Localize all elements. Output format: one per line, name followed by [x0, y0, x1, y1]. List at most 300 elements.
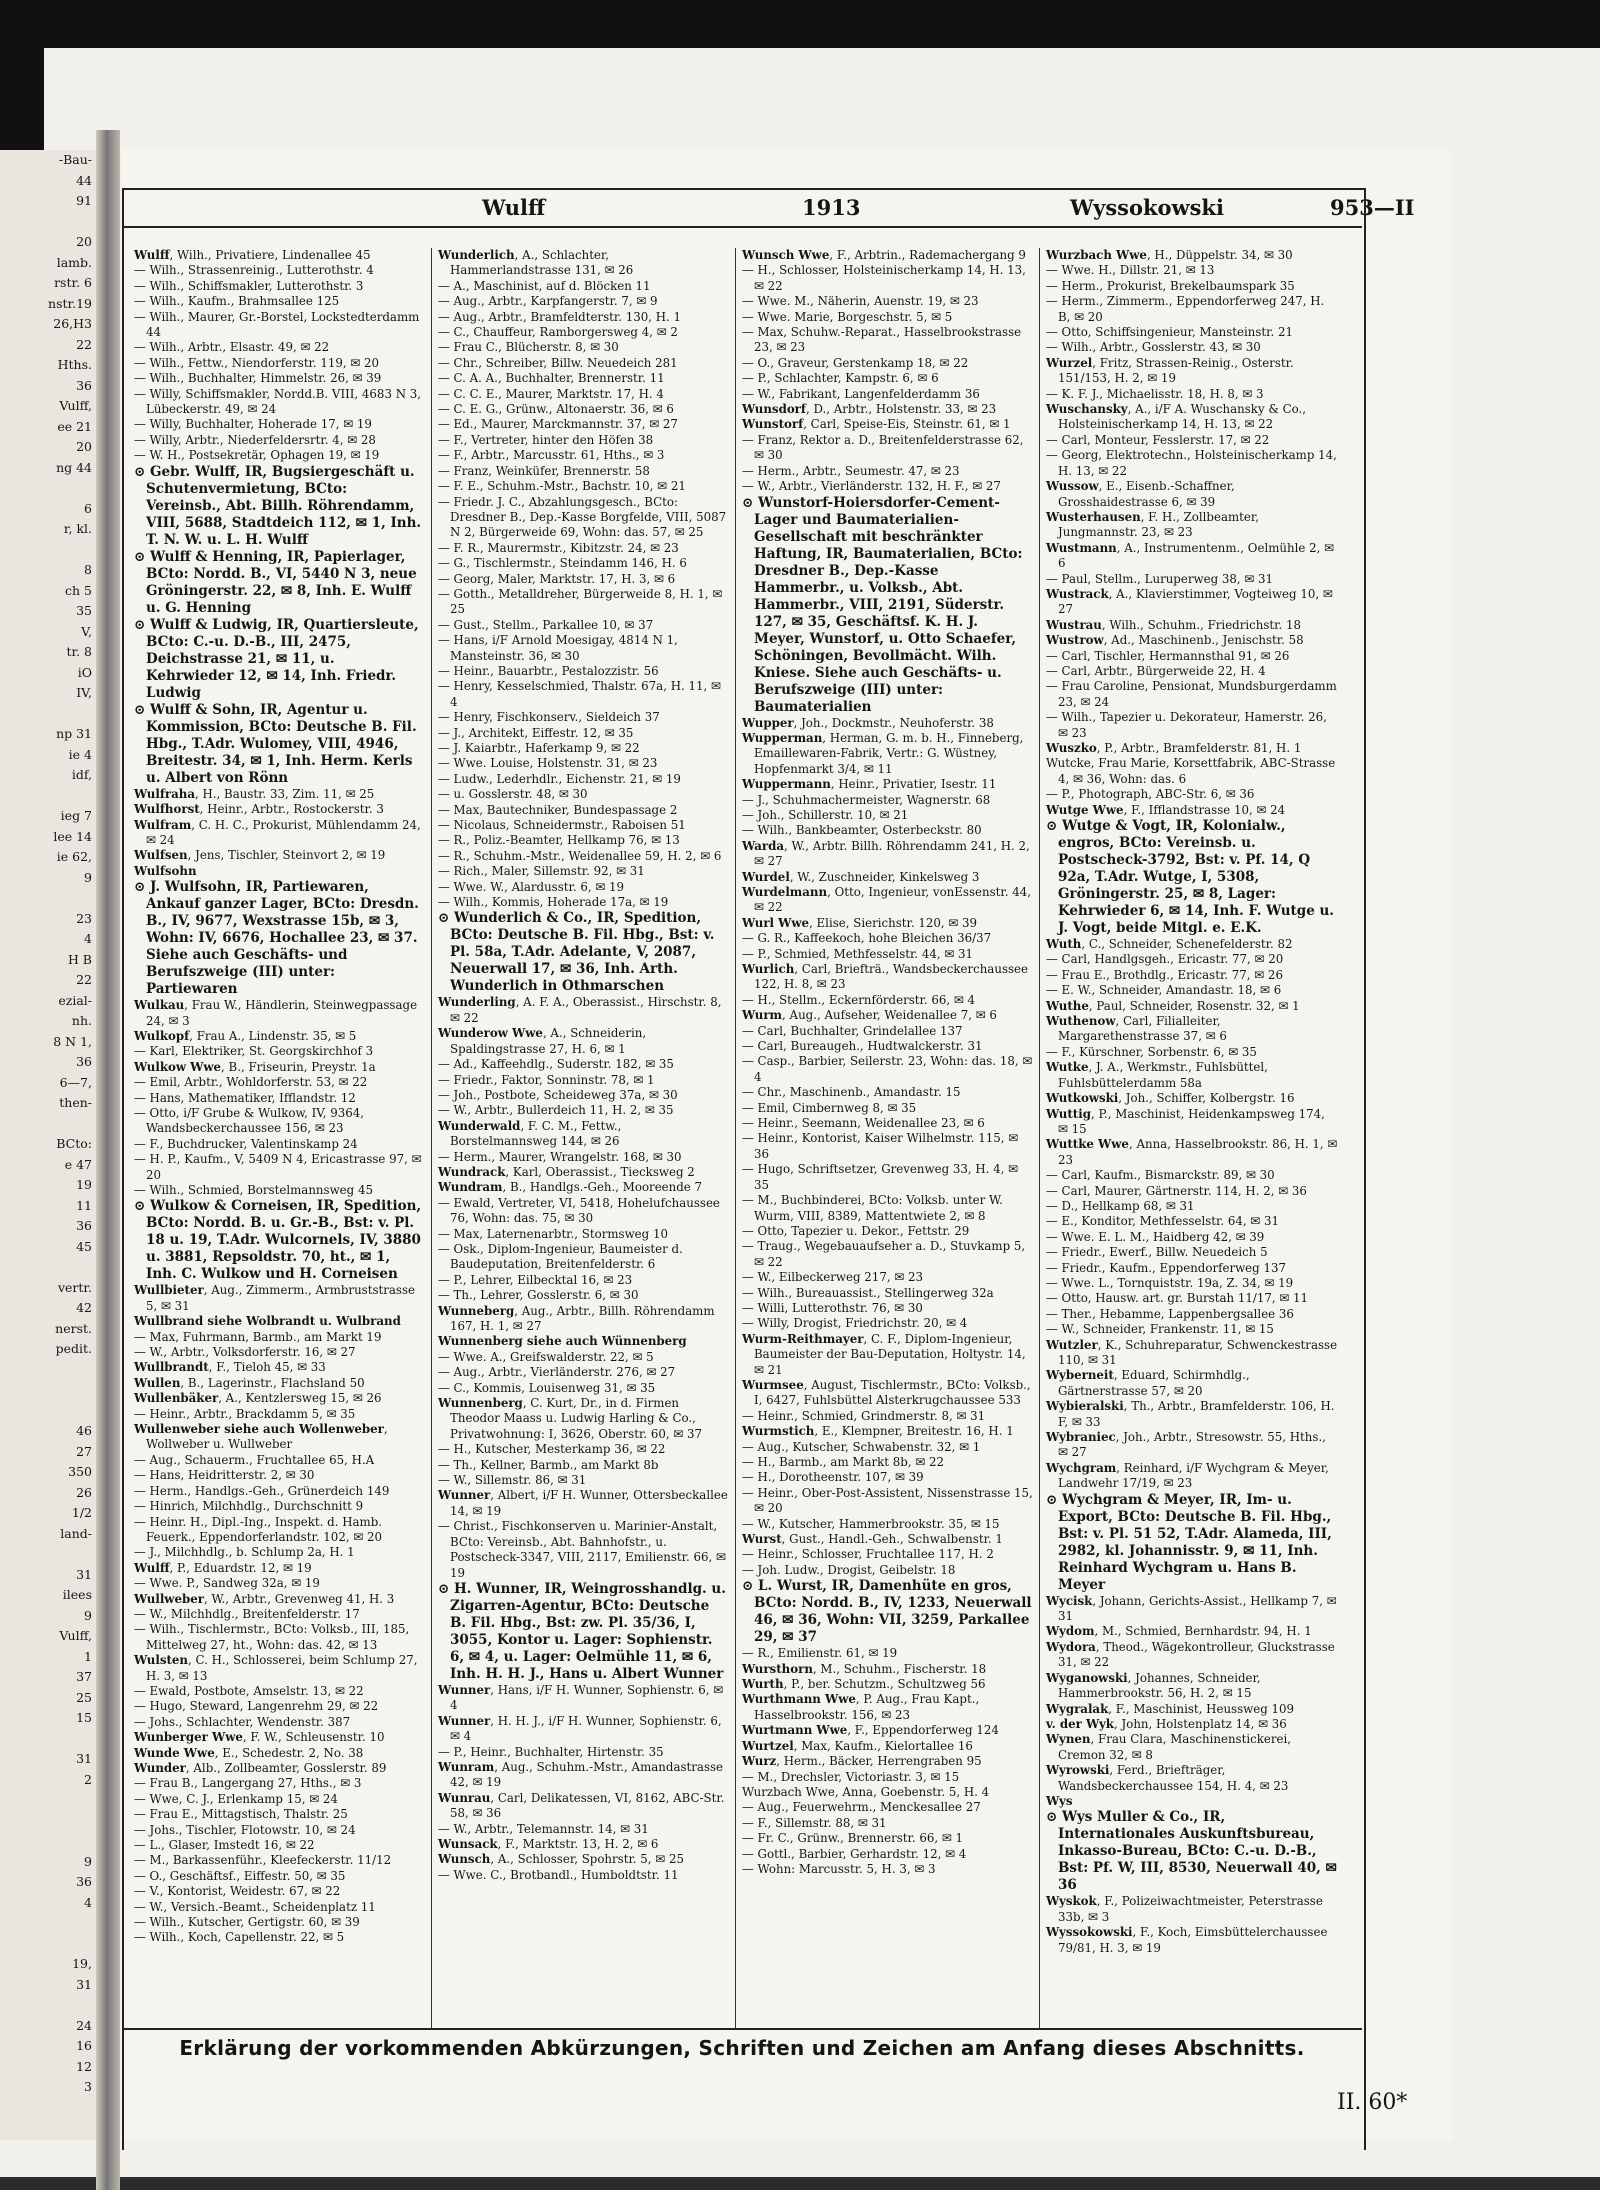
directory-entry: — Ludw., Lederhdlr., Eichenstr. 21, ✉ 19 [438, 771, 681, 786]
directory-entry: — M., Barkassenführ., Kleefeckerstr. 11/12 [134, 1853, 392, 1868]
directory-entry: Wupper, Joh., Dockmstr., Neuhoferstr. 38 [742, 715, 994, 730]
directory-entry: — Henry, Kesselschmied, Thalstr. 67a, H. 11, ✉ 4 [438, 679, 721, 709]
directory-entry: — Gotth., Metalldreher, Bürgerweide 8, H. 1, ✉ 25 [438, 586, 723, 617]
directory-entry: Wunner, Albert, i/F H. Wunner, Ottersbeckallee 14, ✉ 19 [438, 1488, 728, 1518]
directory-entry: Wunstorf, Carl, Speise-Eis, Steinstr. 61, ✉ 1 [742, 417, 1011, 432]
directory-entry: Wunneberg, Aug., Arbtr., Billh. Röhrendamm 167, H. 1, ✉ 27 [438, 1303, 715, 1333]
directory-entry: — Herm., Maurer, Wrangelstr. 168, ✉ 30 [438, 1149, 682, 1164]
left-page-line: 91 [76, 193, 92, 208]
directory-entry: Wulkow Wwe, B., Friseurin, Preystr. 1a [134, 1059, 376, 1074]
directory-entry: Wundram, B., Handlgs.-Geh., Mooreende 7 [438, 1180, 703, 1195]
directory-entry: Wunsch Wwe, F., Arbtrin., Rademachergang 9 [742, 248, 1026, 262]
directory-entry: — Aug., Schauerm., Fruchtallee 65, H.A [134, 1452, 375, 1467]
directory-entry: Wulff, P., Eduardstr. 12, ✉ 19 [134, 1560, 312, 1575]
left-page-line: 22 [76, 972, 92, 987]
directory-entry: — Franz, Weinküfer, Brennerstr. 58 [438, 463, 650, 478]
directory-entry: Wuschansky, A., i/F A. Wuschansky & Co., Holsteinischerkamp 14, H. 13, ✉ 22 [1046, 402, 1307, 432]
directory-entry: Wyssokowski, F., Koch, Eimsbüttelerchaussee 79/81, H. 3, ✉ 19 [1046, 1925, 1328, 1955]
directory-entry: — Carl, Maurer, Gärtnerstr. 114, H. 2, ✉ 36 [1046, 1183, 1307, 1198]
left-page-line: 35 [76, 603, 92, 618]
directory-entry: — Hugo, Schriftsetzer, Grevenweg 33, H. 4, ✉ 35 [742, 1162, 1019, 1192]
directory-entry: — L., Glaser, Imstedt 16, ✉ 22 [134, 1838, 315, 1853]
directory-entry: Wynen, Frau Clara, Maschinenstickerei, Cremon 32, ✉ 8 [1046, 1732, 1291, 1762]
left-page-line: 350 [68, 1464, 92, 1479]
directory-entry: Wurlich, Carl, Briefträ., Wandsbeckerchaussee 122, H. 8, ✉ 23 [742, 962, 1029, 992]
directory-entry: — Frau Caroline, Pensionat, Mundsburgerdamm 23, ✉ 24 [1046, 679, 1337, 709]
directory-entry: Wurzel, Fritz, Strassen-Reinig., Osterstr. 151/153, H. 2, ✉ 19 [1046, 355, 1294, 386]
directory-entry: ⊙ Wulkow & Corneisen, IR, Spedition, BCto: Nordd. B. u. Gr.-B., Bst: v. Pl. 18 u. 19, T.Adr. Wulcornels, IV, 3880 u. 3881, Repsoldstr. 70, ht., ✉ 1, Inh. C. Wulkow und H. Corneisen [134, 1198, 422, 1283]
directory-entry: — Osk., Diplom-Ingenieur, Baumeister d. Baudeputation, Breitenfelderstr. 6 [438, 1241, 683, 1272]
directory-entry: — Wilh., Arbtr., Gosslerstr. 43, ✉ 30 [1046, 340, 1261, 355]
left-page-line: 9 [84, 869, 92, 885]
left-page-line: 19 [76, 1177, 92, 1192]
left-page-line [0, 1831, 100, 1852]
directory-entry: — Ad., Kaffeehdlg., Suderstr. 182, ✉ 35 [438, 1057, 674, 1072]
directory-entry: — Friedr., Ewerf., Billw. Neuedeich 5 [1046, 1245, 1268, 1260]
directory-entry: — Gottl., Barbier, Gerhardstr. 12, ✉ 4 [742, 1846, 967, 1861]
directory-entry: Wullenbäker, A., Kentzlersweg 15, ✉ 26 [134, 1391, 382, 1406]
directory-entry: Wunderling, A. F. A., Oberassist., Hirschstr. 8, ✉ 22 [438, 995, 722, 1025]
directory-entry: Wuthenow, Carl, Filialleiter, Margarethenstrasse 37, ✉ 6 [1046, 1014, 1227, 1044]
directory-entry: Wurst, Gust., Handl.-Geh., Schwalbenstr. 1 [742, 1532, 1003, 1547]
left-page-line: 22 [76, 336, 92, 352]
left-page-line [0, 1257, 100, 1278]
directory-entry: — Wilh., Koch, Capellenstr. 22, ✉ 5 [134, 1930, 345, 1945]
directory-entry: — Max, Bautechniker, Bundespassage 2 [438, 802, 678, 817]
directory-entry: — Paul, Stellm., Luruperweg 38, ✉ 31 [1046, 571, 1274, 586]
directory-entry: — Hinrich, Milchhdlg., Durchschnitt 9 [134, 1499, 364, 1514]
directory-entry: Wunder, Alb., Zollbeamter, Gosslerstr. 89 [134, 1761, 387, 1775]
left-page-line: ilees [62, 1587, 92, 1602]
directory-entry: — Emil, Cimbernweg 8, ✉ 35 [742, 1100, 917, 1115]
directory-entry: Wustrack, A., Klavierstimmer, Vogteiweg 10, ✉ 27 [1046, 586, 1333, 617]
header-page-number: 953—II [1330, 195, 1415, 220]
left-page-line: IV, [76, 685, 92, 700]
directory-entry: — F., Arbtr., Marcusstr. 61, Hths., ✉ 3 [438, 448, 665, 463]
directory-entry: Wydora, Theod., Wägekontrolleur, Gluckstrasse 31, ✉ 22 [1046, 1639, 1335, 1670]
directory-entry: Wyberneit, Eduard, Schirmhdlg., Gärtnerstrasse 57, ✉ 20 [1046, 1368, 1250, 1398]
directory-entry: — Hugo, Steward, Langenrehm 29, ✉ 22 [134, 1699, 379, 1714]
left-page-line [0, 1360, 100, 1381]
directory-entry: — Fr. C., Grünw., Brennerstr. 66, ✉ 1 [742, 1831, 964, 1846]
directory-entry: Wullweber, W., Arbtr., Grevenweg 41, H. 3 [134, 1591, 395, 1606]
directory-entry: — F., Buchdrucker, Valentinskamp 24 [134, 1136, 358, 1151]
left-page-line: ng 44 [56, 459, 92, 475]
left-page-line [0, 1544, 100, 1565]
directory-entry: — Heinr., Arbtr., Brackdamm 5, ✉ 35 [134, 1406, 356, 1421]
directory-entry: Wuth, C., Schneider, Schenefelderstr. 82 [1046, 937, 1293, 952]
left-page-line: ch 5 [65, 582, 92, 598]
directory-entry: — C. C. E., Maurer, Marktstr. 17, H. 4 [438, 386, 664, 401]
left-page-line: nh. [71, 1013, 92, 1028]
directory-entry: Wunner, Hans, i/F H. Wunner, Sophienstr. 6, ✉ 4 [438, 1682, 724, 1713]
directory-entry: ⊙ L. Wurst, IR, Damenhüte en gros, BCto: Nordd. B., IV, 1233, Neuerwall 46, ✉ 36, Wohn: VII, 3259, Parkallee 29, ✉ 37 [742, 1578, 1032, 1646]
directory-entry: — Heinr., Schlosser, Fruchtallee 117, H. 2 [742, 1547, 994, 1562]
directory-entry: Wustmann, A., Instrumentenm., Oelmühle 2, ✉ 6 [1046, 540, 1334, 571]
directory-entry: — Heinr., Ober-Post-Assistent, Nissenstrasse 15, ✉ 20 [742, 1485, 1033, 1516]
directory-entry: ⊙ Wunderlich & Co., IR, Spedition, BCto: Deutsche B. Fil. Hbg., Bst: v. Pl. 58a, T.Adr. Adelante, V, 2087, Neuerwall 17, ✉ 36, Inh. Arth. Wunderlich in Othmarschen [438, 910, 715, 995]
left-page-line: e 47 [64, 1156, 92, 1172]
left-page-line: 36 [76, 1874, 92, 1889]
left-page-line: pedit. [55, 1341, 92, 1356]
left-page-line: nerst. [55, 1320, 92, 1336]
left-page-line [0, 478, 100, 499]
directory-entry: — H., Kutscher, Mesterkamp 36, ✉ 22 [438, 1442, 666, 1457]
directory-entry: — W., Milchhdlg., Breitenfelderstr. 17 [134, 1606, 360, 1621]
directory-entry: Wygralak, F., Maschinist, Heussweg 109 [1046, 1701, 1295, 1716]
directory-entry: Wydom, M., Schmied, Bernhardstr. 94, H. 1 [1046, 1624, 1312, 1639]
left-page-line: tr. 8 [66, 644, 92, 659]
left-page-line: 25 [76, 1689, 92, 1705]
left-page-line: 19, [72, 1956, 92, 1971]
directory-entry: — C. E. G., Grünw., Altonaerstr. 36, ✉ 6 [438, 402, 674, 417]
directory-entry: — Wwe. Louise, Holstenstr. 31, ✉ 23 [438, 756, 658, 771]
directory-entry: — W., Versich.-Beamt., Scheidenplatz 11 [134, 1899, 376, 1914]
left-page-line: then- [59, 1095, 92, 1110]
left-page-line: rstr. 6 [54, 275, 92, 290]
left-page-line: 36 [76, 377, 92, 393]
left-page-line [0, 786, 100, 807]
directory-entry: — Friedr., Kaufm., Eppendorferweg 137 [1046, 1260, 1286, 1275]
directory-entry: Wurzbach Wwe, H., Düppelstr. 34, ✉ 30 [1046, 248, 1293, 262]
directory-entry: — Wwe. H., Dillstr. 21, ✉ 13 [1046, 263, 1215, 278]
directory-entry: — Carl, Buchhalter, Grindelallee 137 [742, 1023, 963, 1038]
directory-entry: Wupperman, Herman, G. m. b. H., Finneberg, Emaillewaren-Fabrik, Vertr.: G. Wüstney, Hopfenmarkt 3/4, ✉ 11 [742, 730, 1024, 776]
directory-entry: — Wwe. A., Greifswalderstr. 22, ✉ 5 [438, 1349, 654, 1364]
directory-entry: — V., Kontorist, Weidestr. 67, ✉ 22 [134, 1884, 341, 1899]
directory-entry: Wurdel, W., Zuschneider, Kinkelsweg 3 [742, 869, 980, 884]
left-page-line: 44 [76, 172, 92, 188]
directory-entry: — Aug., Feuerwehrm., Menckesallee 27 [742, 1800, 981, 1815]
directory-entry: Wulsten, C. H., Schlosserei, beim Schlump 27, H. 3, ✉ 13 [134, 1653, 418, 1683]
directory-entry: — Carl, Bureaugeh., Hudtwalckerstr. 31 [742, 1039, 983, 1054]
directory-entry: Wunde Wwe, E., Schedestr. 2, No. 38 [134, 1745, 364, 1760]
directory-entry: — A., Maschinist, auf d. Blöcken 11 [438, 278, 651, 293]
directory-entry: — Th., Kellner, Barmb., am Markt 8b [438, 1457, 659, 1472]
left-page-line [0, 1114, 100, 1135]
directory-entry: Wurth, P., ber. Schutzm., Schultzweg 56 [742, 1677, 986, 1692]
directory-entry: ⊙ Wys Muller & Co., IR, Internationales Auskunftsbureau, Inkasso-Bureau, BCto: C.-u. D.-B., Bst: Pf. W, III, 8530, Neuerwall 40, ✉ 36 [1046, 1809, 1337, 1894]
directory-entry: — Wwe. Marie, Borgeschstr. 5, ✉ 5 [742, 309, 953, 324]
directory-entry: — Herm., Arbtr., Seumestr. 47, ✉ 23 [742, 463, 960, 478]
left-page-line: 9 [84, 1853, 92, 1869]
directory-entry: — Karl, Elektriker, St. Georgskirchhof 3 [134, 1044, 374, 1059]
left-page-line: ezial- [58, 992, 92, 1008]
column-4 [1040, 248, 1344, 2028]
directory-entry: — Otto, Tapezier u. Dekor., Fettstr. 29 [742, 1223, 970, 1238]
directory-entry: Wurm, Aug., Aufseher, Weidenallee 7, ✉ 6 [742, 1008, 997, 1023]
page-signature: II. 60* [1337, 2090, 1408, 2115]
left-page-line: 31 [76, 1976, 92, 1992]
left-page-line [0, 1913, 100, 1934]
entry-columns [128, 248, 1358, 2028]
left-page-line: 27 [76, 1443, 92, 1459]
directory-entry: Wurmstich, E., Klempner, Breitestr. 16, H. 1 [742, 1424, 1014, 1439]
directory-entry: — Frau B., Langergang 27, Hths., ✉ 3 [134, 1776, 362, 1791]
directory-entry: — Wilh., Kaufm., Brahmsallee 125 [134, 294, 340, 309]
directory-entry: — W., Arbtr., Volksdorferstr. 16, ✉ 27 [134, 1345, 356, 1360]
left-page-line: 16 [76, 2038, 92, 2053]
directory-entry: Wulkau, Frau W., Händlerin, Steinwegpassage 24, ✉ 3 [134, 998, 418, 1028]
directory-entry: — Chr., Maschinenb., Amandastr. 15 [742, 1085, 961, 1100]
directory-entry: — Carl, Arbtr., Bürgerweide 22, H. 4 [1046, 663, 1266, 678]
directory-entry: — Frau E., Mittagstisch, Thalstr. 25 [134, 1807, 348, 1822]
left-page-line [0, 1790, 100, 1811]
directory-entry: — Wwe. L., Tornquiststr. 19a, Z. 34, ✉ 19 [1046, 1275, 1294, 1290]
directory-entry: Wycisk, Johann, Gerichts-Assist., Hellkamp 7, ✉ 31 [1046, 1593, 1337, 1624]
directory-entry: — J., Architekt, Eiffestr. 12, ✉ 35 [438, 725, 634, 740]
left-page-fragment [0, 150, 100, 2140]
directory-entry: Wunnenberg, C. Kurt, Dr., in d. Firmen Theodor Maass u. Ludwig Harling & Co., Privatwohnung: I, 3626, Oberstr. 60, ✉ 37 [438, 1396, 702, 1441]
directory-entry: — Frau E., Brothdlg., Ericastr. 77, ✉ 26 [1046, 967, 1283, 982]
directory-entry: — G., Tischlermstr., Steindamm 146, H. 6 [438, 556, 687, 571]
left-page-line [0, 1729, 100, 1750]
directory-entry: — P., Heinr., Buchhalter, Hirtenstr. 35 [438, 1744, 664, 1759]
left-page-line: ieg 7 [60, 808, 92, 823]
left-page-line: 12 [76, 2058, 92, 2074]
directory-entry: — Wilh., Bureauassist., Stellingerweg 32a [742, 1285, 994, 1300]
directory-entry: — W., Sillemstr. 86, ✉ 31 [438, 1473, 587, 1488]
directory-entry: — Hans, Heidritterstr. 2, ✉ 30 [134, 1468, 315, 1483]
directory-entry: — Wwe. C., Brotbandl., Humboldtstr. 11 [438, 1867, 679, 1882]
scan-top-edge [0, 0, 1600, 48]
left-page-line: Hths. [57, 357, 92, 372]
directory-entry: — Wohn: Marcusstr. 5, H. 3, ✉ 3 [742, 1861, 936, 1876]
directory-entry: — J., Schuhmachermeister, Wagnerstr. 68 [742, 792, 991, 807]
left-page-line: ee 21 [57, 418, 92, 434]
left-page-line: 8 [84, 562, 92, 577]
directory-entry: — Christ., Fischkonserven u. Marinier-Anstalt, BCto: Vereinsb., Abt. Bahnhofstr., u. Postscheck-3347, VIII, 2117, Emilienstr. 66, ✉ 19 [438, 1519, 726, 1580]
left-page-line: np 31 [56, 726, 92, 741]
directory-entry: — W., Arbtr., Telemannstr. 14, ✉ 31 [438, 1821, 649, 1836]
left-page-line: lee 14 [53, 828, 92, 844]
directory-entry: — E., Konditor, Methfesselstr. 64, ✉ 31 [1046, 1214, 1280, 1229]
directory-entry: — Otto, Hausw. art. gr. Burstah 11/17, ✉ 11 [1046, 1291, 1309, 1306]
directory-entry: — F. R., Maurermstr., Kibitzstr. 24, ✉ 23 [438, 540, 679, 555]
directory-entry: — W., Arbtr., Vierländerstr. 132, H. F., ✉ 27 [742, 479, 1001, 494]
directory-entry: Wurmsee, August, Tischlermstr., BCto: Volksb., I, 6427, Fuhlsbüttel Alsterkrugchaussee 533 [742, 1377, 1031, 1408]
directory-entry: — Wilh., Buchhalter, Himmelstr. 26, ✉ 39 [134, 371, 382, 386]
left-page-line: 24 [76, 2017, 92, 2033]
left-page-line [0, 704, 100, 725]
left-page-line: Vulff, [59, 398, 92, 413]
header-first-entry: Wulff [482, 195, 546, 220]
directory-entry: Wuthe, Paul, Schneider, Rosenstr. 32, ✉ 1 [1046, 998, 1300, 1013]
left-page-line: lamb. [56, 254, 92, 270]
left-page-line: Vulff, [59, 1628, 92, 1643]
left-page-line: 11 [76, 1197, 92, 1213]
directory-entry: — Carl, Monteur, Fesslerstr. 17, ✉ 22 [1046, 432, 1270, 447]
directory-entry: Wyskok, F., Polizeiwachtmeister, Peterstrasse 33b, ✉ 3 [1046, 1894, 1323, 1924]
directory-entry: Wutke, J. A., Werkmstr., Fuhlsbüttel, Fuhlsbüttelerdamm 58a [1046, 1060, 1268, 1090]
directory-entry: — Wwe. P., Sandweg 32a, ✉ 19 [134, 1576, 320, 1591]
directory-entry: Wurz, Herm., Bäcker, Herrengraben 95 [742, 1754, 982, 1769]
directory-entry: — Franz, Rektor a. D., Breitenfelderstrasse 62, ✉ 30 [742, 432, 1024, 463]
directory-entry: — Georg, Maler, Marktstr. 17, H. 3, ✉ 6 [438, 571, 676, 586]
directory-entry: Wusterhausen, F. H., Zollbeamter, Jungmannstr. 23, ✉ 23 [1046, 509, 1259, 540]
left-page-line: 46 [76, 1423, 92, 1438]
directory-entry: — Ewald, Vertreter, VI, 5418, Hohelufchaussee 76, Wohn: das. 75, ✉ 30 [438, 1195, 720, 1226]
directory-entry: Wulfraha, H., Baustr. 33, Zim. 11, ✉ 25 [134, 786, 375, 801]
directory-entry: — Aug., Arbtr., Vierländerstr. 276, ✉ 27 [438, 1365, 676, 1380]
directory-entry: — Traug., Wegebauaufseher a. D., Stuvkamp 5, ✉ 22 [742, 1239, 1026, 1269]
directory-entry: — C., Chauffeur, Ramborgersweg 4, ✉ 2 [438, 325, 678, 340]
left-page-line: 3 [84, 2079, 92, 2094]
directory-entry: — Max, Schuhw.-Reparat., Hasselbrookstrasse 23, ✉ 23 [742, 325, 1022, 355]
directory-entry: — Henry, Fischkonserv., Sieldeich 37 [438, 710, 660, 725]
directory-entry: — F., Kürschner, Sorbenstr. 6, ✉ 35 [1046, 1044, 1257, 1059]
directory-entry: Wutkowski, Joh., Schiffer, Kolbergstr. 16 [1046, 1091, 1295, 1106]
directory-entry: Wychgram, Reinhard, i/F Wychgram & Meyer, Landwehr 17/19, ✉ 23 [1046, 1460, 1329, 1491]
directory-entry: — Wilh., Schiffsmakler, Lutterothstr. 3 [134, 278, 364, 293]
directory-entry: — Wilh., Kutscher, Gertigstr. 60, ✉ 39 [134, 1915, 360, 1930]
directory-entry: — W., Fabrikant, Langenfelderdamm 36 [742, 386, 980, 401]
directory-entry: — Johs., Tischler, Flotowstr. 10, ✉ 24 [134, 1822, 356, 1837]
directory-entry: — Wilh., Maurer, Gr.-Borstel, Lockstedterdamm 44 [134, 309, 420, 340]
left-page-line [0, 1380, 100, 1401]
directory-entry: — H. P., Kaufm., V, 5409 N 4, Ericastrasse 97, ✉ 20 [134, 1152, 422, 1182]
directory-entry: ⊙ Wulff & Henning, IR, Papierlager, BCto: Nordd. B., VI, 5440 N 3, neue Gröningerstr. 22, ✉ 8, Inh. E. Wulff u. G. Henning [134, 548, 417, 616]
directory-entry: Wurtzel, Max, Kaufm., Kielortallee 16 [742, 1738, 973, 1753]
left-page-line: -Bau- [58, 152, 92, 167]
directory-entry: — P., Schmied, Methfesselstr. 44, ✉ 31 [742, 946, 974, 961]
directory-entry: — Joh. Ludw., Drogist, Geibelstr. 18 [742, 1562, 956, 1577]
directory-entry: Wuttig, P., Maschinist, Heidenkampsweg 174, ✉ 15 [1046, 1106, 1325, 1136]
left-page-line: 4 [84, 931, 92, 946]
left-page-line: 36 [76, 1218, 92, 1233]
directory-entry: — Carl, Handlgsgeh., Ericastr. 77, ✉ 20 [1046, 952, 1284, 967]
footer-note: Erklärung der vorkommenden Abkürzungen, Schriften und Zeichen am Anfang dieses Abschnitts. [179, 2036, 1305, 2060]
directory-entry: Wundrack, Karl, Oberassist., Tiecksweg 2 [438, 1164, 695, 1179]
directory-entry: — Heinr., Seemann, Weidenallee 23, ✉ 6 [742, 1116, 985, 1131]
column-1 [128, 248, 432, 2028]
directory-entry: — F. E., Schuhm.-Mstr., Bachstr. 10, ✉ 21 [438, 479, 686, 494]
directory-entry: — R., Schuhm.-Mstr., Weidenallee 59, H. 2, ✉ 6 [438, 848, 722, 863]
directory-entry: Wunderwald, F. C. M., Fettw., Borstelmannsweg 144, ✉ 26 [438, 1118, 622, 1149]
left-page-line: 8 N 1, [53, 1033, 92, 1049]
left-page-line: ie 4 [68, 746, 92, 762]
directory-entry: Wutge Wwe, F., Ifflandstrasse 10, ✉ 24 [1046, 802, 1286, 817]
left-page-line: 37 [76, 1669, 92, 1684]
directory-entry: — Carl, Tischler, Hermannsthal 91, ✉ 26 [1046, 648, 1290, 663]
directory-entry: — W., Eilbeckerweg 217, ✉ 23 [742, 1270, 923, 1285]
left-page-line: 42 [76, 1300, 92, 1315]
left-page-line: iO [77, 664, 92, 680]
left-page-line: r, kl. [63, 521, 92, 536]
directory-entry: Wurthmann Wwe, P. Aug., Frau Kapt., Hasselbrookstr. 156, ✉ 23 [742, 1692, 980, 1722]
directory-entry: — P., Lehrer, Eilbecktal 16, ✉ 23 [438, 1272, 633, 1287]
directory-entry: — Wilh., Bankbeamter, Osterbeckstr. 80 [742, 823, 982, 838]
directory-entry: Wuszko, P., Arbtr., Bramfelderstr. 81, H. 1 [1046, 741, 1302, 755]
directory-entry: — Willy, Arbtr., Niederfeldersrtr. 4, ✉ 28 [134, 432, 376, 447]
directory-entry: — Willi, Lutterothstr. 76, ✉ 30 [742, 1300, 923, 1315]
directory-entry: — Heinr. H., Dipl.-Ing., Inspekt. d. Hamb. Feuerk., Eppendorferlandstr. 102, ✉ 20 [134, 1514, 383, 1544]
directory-entry: — Ed., Maurer, Marckmannstr. 37, ✉ 27 [438, 417, 678, 432]
directory-entry: — J. Kaiarbtr., Haferkamp 9, ✉ 22 [438, 741, 640, 755]
directory-entry: — W., Kutscher, Hammerbrookstr. 35, ✉ 15 [742, 1516, 1000, 1531]
directory-entry: — Herm., Handlgs.-Geh., Grünerdeich 149 [134, 1483, 390, 1498]
directory-entry: Wunsch, A., Schlosser, Spohrstr. 5, ✉ 25 [438, 1852, 684, 1867]
left-page-line: 4 [84, 1894, 92, 1910]
directory-entry: ⊙ Wutge & Vogt, IR, Kolonialw., engros, BCto: Vereinsb. u. Postscheck-3792, Bst: v. Pf. 14, Q 92a, T.Adr. Wutge, I, 5308, Gröningerstr. 25, ✉ 8, Lager: Kehrwieder 6, ✉ 14, Inh. F. Wutge u. J. Vogt, beide Mitgl. e. E.K. [1046, 818, 1335, 937]
directory-entry: — Nicolaus, Schneidermstr., Raboisen 51 [438, 818, 686, 833]
left-page-line: 31 [76, 1751, 92, 1766]
directory-entry: — H., Dorotheenstr. 107, ✉ 39 [742, 1470, 924, 1485]
directory-entry: — M., Drechsler, Victoriastr. 3, ✉ 15 [742, 1769, 960, 1784]
directory-entry: Wulfsen, Jens, Tischler, Steinvort 2, ✉ 19 [134, 848, 386, 863]
directory-entry: — Wilh., Schmied, Borstelmannsweg 45 [134, 1183, 373, 1197]
directory-entry: Wullen, B., Lagerinstr., Flachsland 50 [134, 1375, 365, 1390]
directory-entry: — D., Hellkamp 68, ✉ 31 [1046, 1198, 1195, 1213]
left-page-line [0, 888, 100, 909]
directory-entry: Wustrau, Wilh., Schuhm., Friedrichstr. 18 [1046, 617, 1301, 632]
directory-entry: — Wwe, C. J., Erlenkamp 15, ✉ 24 [134, 1791, 338, 1806]
directory-entry: ⊙ H. Wunner, IR, Weingrosshandlg. u. Zigarren-Agentur, BCto: Deutsche B. Fil. Hbg., Bst: zw. Pl. 35/36, I, 3055, Kontor u. Lager: Sophienstr. 6, ✉ 4, u. Lager: Oelmühle 11, ✉ 6, Inh. H. H. J., Hans u. Albert Wunner [438, 1580, 726, 1682]
directory-entry: ⊙ Wulff & Sohn, IR, Agentur u. Kommission, BCto: Deutsche B. Fil. Hbg., T.Adr. Wulomey, VIII, 4946, Breitestr. 34, ✉ 1, Inh. Herm. Kerls u. Albert von Rönn [134, 701, 417, 786]
directory-entry: Wuttke Wwe, Anna, Hasselbrookstr. 86, H. 1, ✉ 23 [1046, 1137, 1338, 1167]
directory-entry: Wybieralski, Th., Arbtr., Bramfelderstr. 106, H. F, ✉ 33 [1046, 1399, 1335, 1429]
directory-entry: Wulff, Wilh., Privatiere, Lindenallee 45 [134, 248, 371, 262]
directory-entry: Wussow, E., Eisenb.-Schaffner, Grosshaidestrasse 6, ✉ 39 [1046, 479, 1235, 509]
left-page-line: ie 62, [56, 849, 92, 864]
left-page-line: 9 [84, 1607, 92, 1623]
directory-entry: — H., Stellm., Eckernförderstr. 66, ✉ 4 [742, 992, 976, 1007]
directory-entry: — Wilh., Kommis, Hoherade 17a, ✉ 19 [438, 895, 669, 910]
directory-entry: — O., Geschäftsf., Eiffestr. 50, ✉ 35 [134, 1868, 346, 1883]
directory-entry: — Heinr., Schmied, Grindmerstr. 8, ✉ 31 [742, 1408, 986, 1423]
directory-entry: — P., Photograph, ABC-Str. 6, ✉ 36 [1046, 787, 1255, 802]
directory-entry: — Wwe. M., Näherin, Auenstr. 19, ✉ 23 [742, 294, 979, 309]
left-page-line: 1/2 [71, 1505, 92, 1520]
directory-entry: — Otto, Schiffsingenieur, Mansteinstr. 21 [1046, 325, 1293, 340]
directory-entry: — Hans, Mathematiker, Ifflandstr. 12 [134, 1090, 356, 1105]
left-page-line: 36 [76, 1054, 92, 1069]
left-page-line: nstr.19 [48, 295, 92, 311]
directory-entry: Wutcke, Frau Marie, Korsettfabrik, ABC-Strasse 4, ✉ 36, Wohn: das. 6 [1046, 756, 1336, 786]
directory-entry: Wustrow, Ad., Maschinenb., Jenischstr. 58 [1046, 633, 1304, 648]
directory-entry: Wullbrand siehe Wolbrandt u. Wulbrand [134, 1314, 401, 1329]
left-page-line [0, 540, 100, 561]
directory-entry: — F., Vertreter, hinter den Höfen 38 [438, 432, 654, 447]
directory-entry: — Hans, i/F Arnold Moesigay, 4814 N 1, Mansteinstr. 36, ✉ 30 [438, 633, 678, 663]
directory-entry: — E. W., Schneider, Amandastr. 18, ✉ 6 [1046, 983, 1282, 998]
directory-entry: — Rich., Maler, Sillemstr. 92, ✉ 31 [438, 864, 645, 879]
directory-entry: — K. F. J., Michaelisstr. 18, H. 8, ✉ 3 [1046, 386, 1264, 401]
directory-entry: — Willy, Schiffsmakler, Nordd.B. VIII, 4683 N 3, Lübeckerstr. 49, ✉ 24 [134, 386, 422, 417]
directory-entry: Wullenweber siehe auch Wollenweber, Wollweber u. Wullweber [134, 1422, 388, 1452]
left-page-line [0, 1811, 100, 1832]
directory-entry: — Willy, Drogist, Friedrichstr. 20, ✉ 4 [742, 1316, 968, 1331]
directory-entry: Wunnenberg siehe auch Wünnenberg [438, 1334, 687, 1349]
directory-entry: — Aug., Arbtr., Bramfeldterstr. 130, H. 1 [438, 309, 682, 324]
directory-entry: — Wwe. W., Alardusstr. 6, ✉ 19 [438, 879, 625, 894]
directory-entry: ⊙ Wunstorf-Hoiersdorfer-Cement-Lager und Baumaterialien-Gesellschaft mit beschränkter Haftung, IR, Baumaterialien, BCto: Dresdner B., Dep.-Kasse Hammerbr., u. Volksb., Abt. Hammerbr., VIII, 2191, Süderstr. 127, ✉ 35, Geschäftsf. K. H. J. Meyer, Wunstorf, u. Otto Schaefer, Schöningen, Bevollmächt. Wilh. Kniese. Siehe auch Geschäfts- u. Berufszweige (III) unter: Baumaterialien [742, 494, 1023, 715]
directory-entry: Wys [1046, 1793, 1073, 1808]
directory-entry: — G. R., Kaffeekoch, hohe Bleichen 36/37 [742, 931, 992, 946]
scan-corner-edge [0, 0, 44, 150]
directory-entry: Wunsdorf, D., Arbtr., Holstenstr. 33, ✉ 23 [742, 402, 997, 417]
left-page-line: 26 [76, 1484, 92, 1500]
directory-entry: — Johs., Schlachter, Wendenstr. 387 [134, 1714, 351, 1729]
directory-entry: — Otto, i/F Grube & Wulkow, IV, 9364, Wandsbeckerchaussee 156, ✉ 23 [134, 1105, 365, 1136]
directory-entry: Wybraniec, Joh., Arbtr., Stresowstr. 55, Hths., ✉ 27 [1046, 1430, 1326, 1460]
header-year: 1913 [802, 195, 861, 220]
directory-entry: — Wilh., Arbtr., Elsastr. 49, ✉ 22 [134, 340, 330, 355]
directory-entry: Wunram, Aug., Schuhm.-Mstr., Amandastrasse 42, ✉ 19 [438, 1759, 724, 1790]
directory-entry: — Heinr., Kontorist, Kaiser Wilhelmstr. 115, ✉ 36 [742, 1131, 1019, 1161]
left-page-line: 15 [76, 1710, 92, 1725]
directory-entry: — Willy, Buchhalter, Hoherade 17, ✉ 19 [134, 417, 372, 432]
